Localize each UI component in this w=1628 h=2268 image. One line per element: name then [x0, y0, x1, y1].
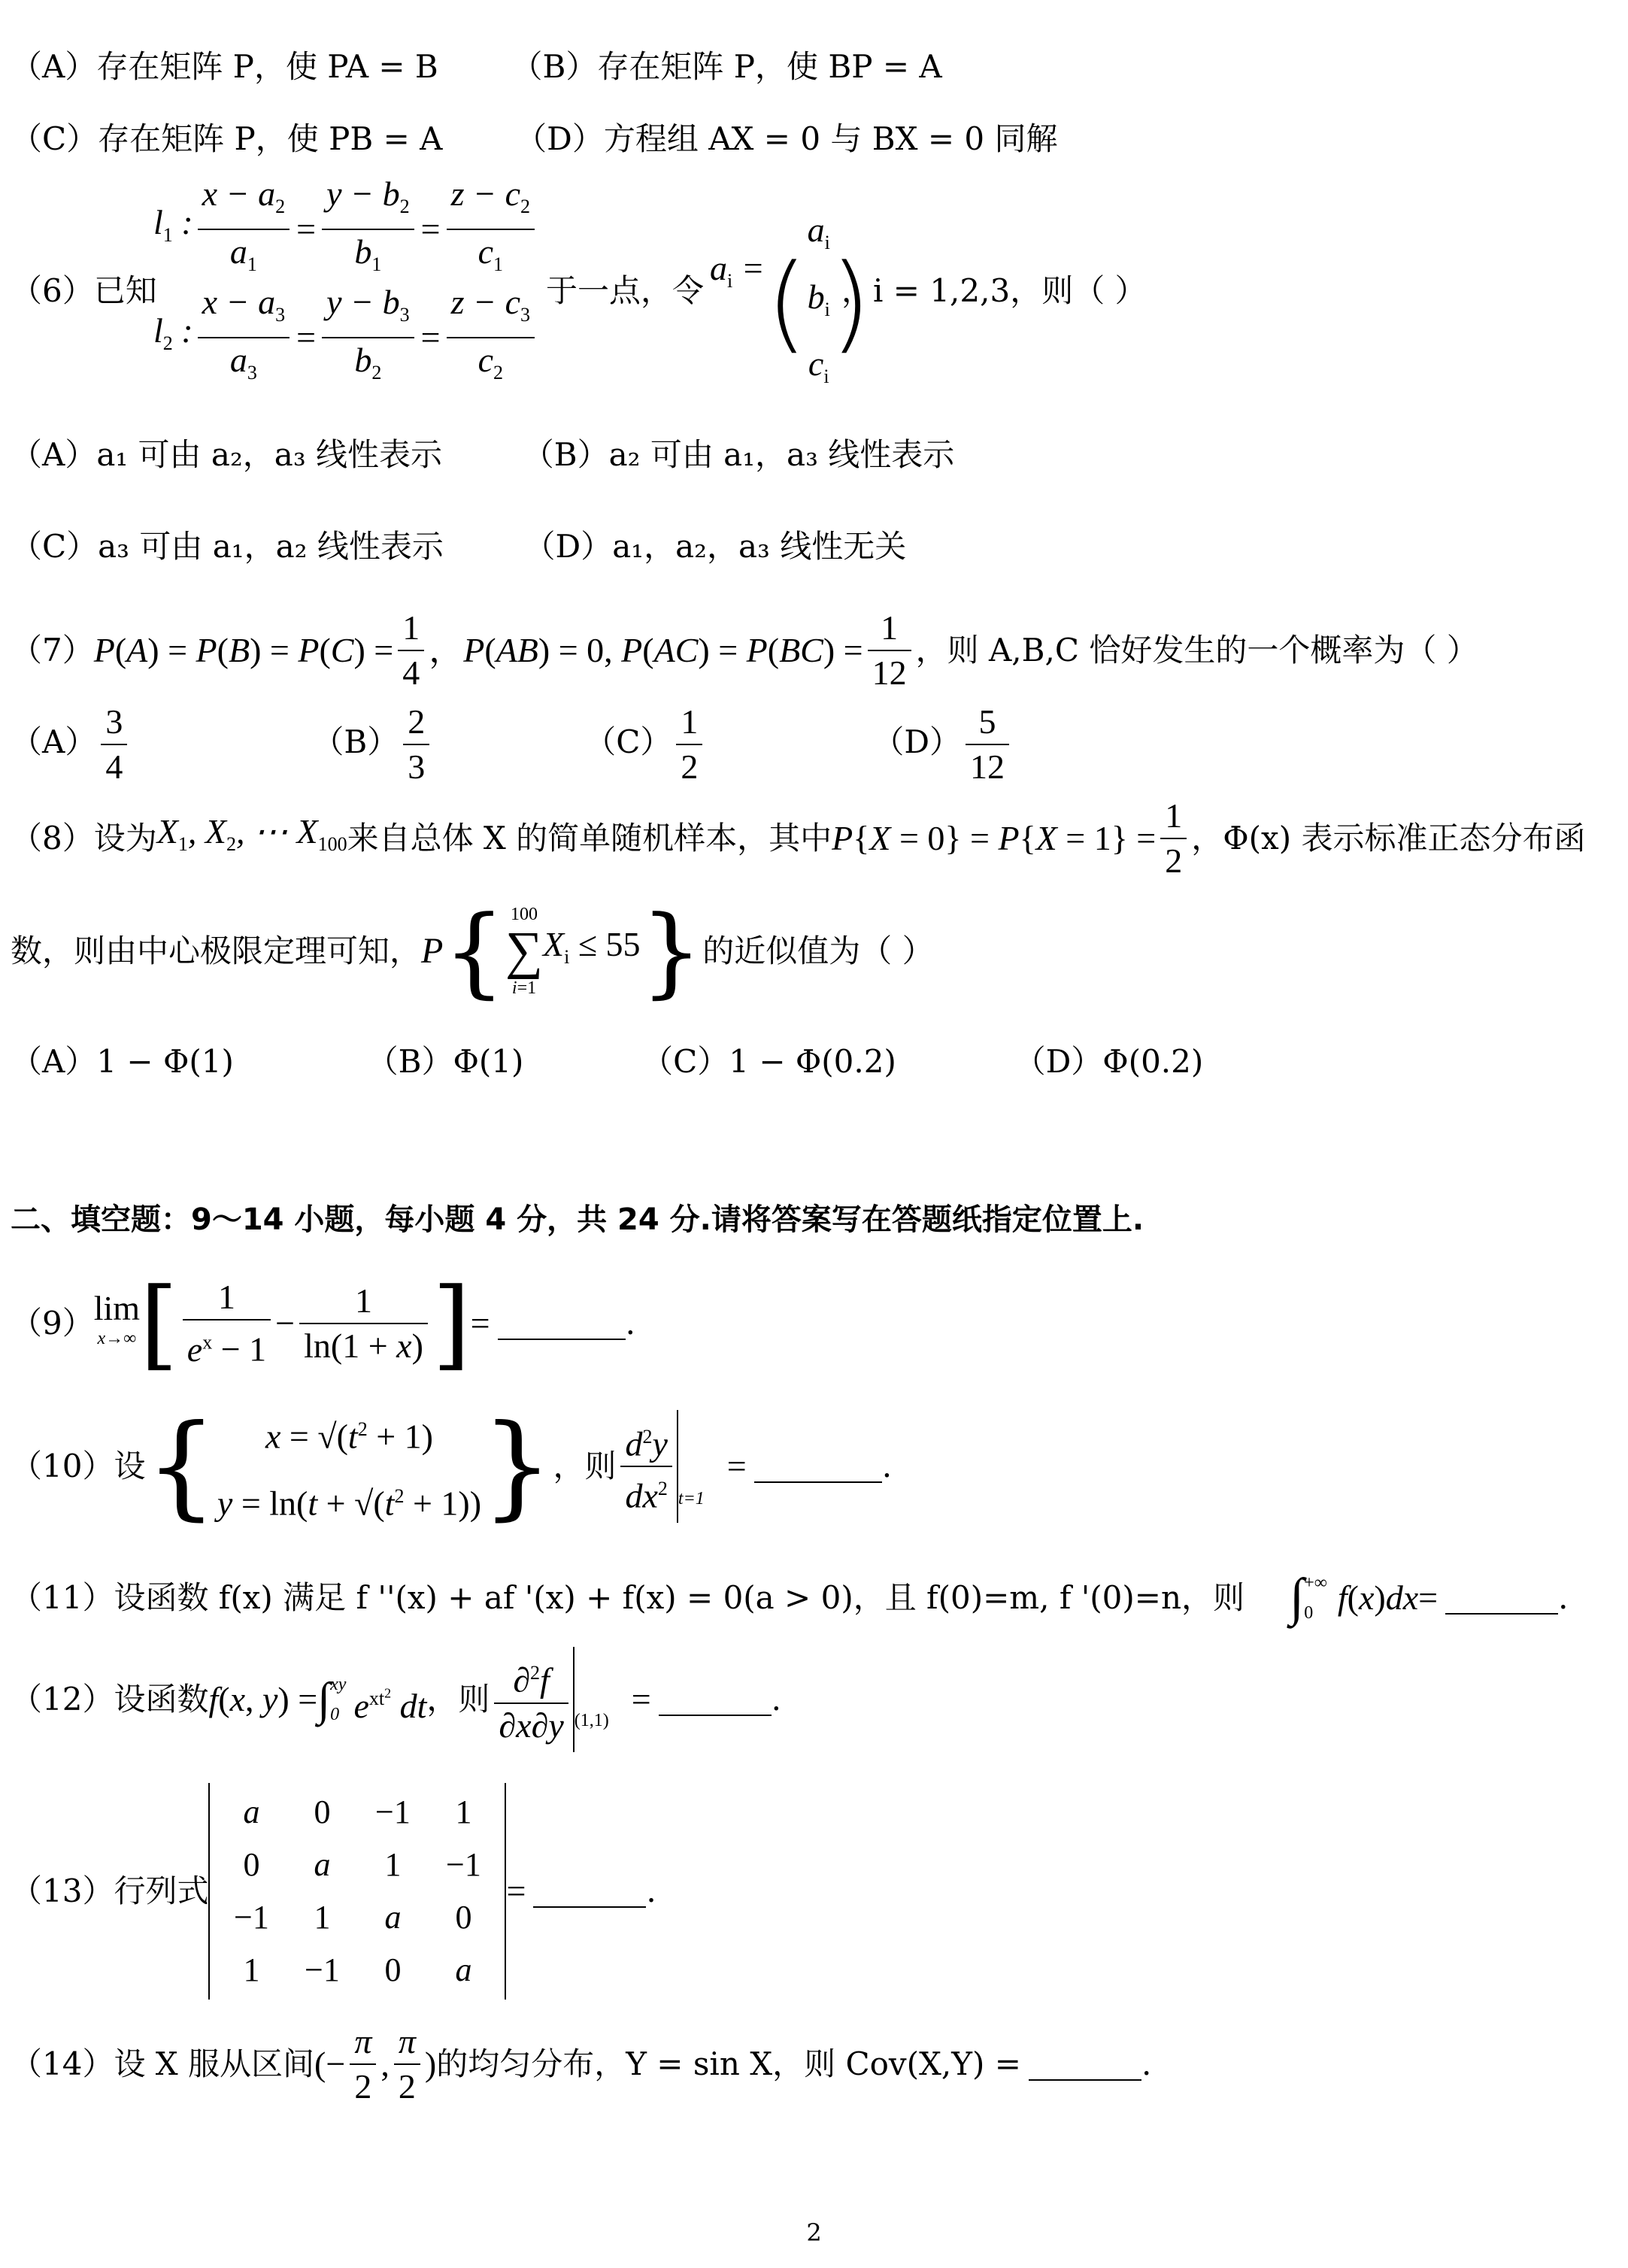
q8-sum-expression: P	[421, 931, 444, 971]
q5-option-b: （B）存在矩阵 P，使 BP = A	[511, 48, 942, 85]
q8-options	[11, 1042, 1605, 1082]
matrix-row	[216, 1891, 499, 1944]
matrix-cell: 1	[455, 1793, 472, 1830]
q9-limit: lim x→∞	[93, 1289, 141, 1348]
q11-stem: （11）设函数 f(x) 满足 f ''(x) + af '(x) + f(x) = 0(a > 0)，且 f(0)=m, f '(0)=n，则 ∫ +∞ 0 f ( x ) dx = .	[11, 1569, 1569, 1627]
q6-stem	[11, 174, 1605, 406]
q8-sample: $X_1$, $X_2$, ⋯ $X_{100}$	[156, 812, 347, 856]
q8-stem-line2: 数，则由中心极限定理可知， P { 100 ∑ i=1 $X_i \le 55$ } 的近似值为（ ）	[11, 894, 934, 1008]
q7-suffix: ，则 A,B,C 恰好发生的一个概率为（ ）	[915, 632, 1478, 669]
q12-label: （12）设函数	[11, 1681, 209, 1718]
q7-option-a: （A） $\frac{3}{4}$	[11, 700, 132, 789]
matrix-cell: 1	[314, 1899, 331, 1936]
matrix-row	[216, 1839, 499, 1891]
q13-answer-blank[interactable]	[533, 1875, 646, 1908]
q5-option-a: （A）存在矩阵 P，使 PA = B	[11, 48, 438, 85]
q12-function: f(x, y) =	[208, 1680, 318, 1718]
q8-option-c: （C）1 − Φ(0.2)	[641, 1043, 896, 1080]
q9-answer-blank[interactable]	[498, 1307, 626, 1340]
q5-option-d: （D）方程组 AX = 0 与 BX = 0 同解	[515, 120, 1058, 157]
matrix-cell: 0	[243, 1846, 260, 1883]
matrix-cell: a	[314, 1846, 331, 1883]
q6-option-c: （C）a₃ 可由 a₁，a₂ 线性表示	[11, 528, 444, 565]
matrix-cell: 1	[384, 1846, 402, 1883]
q7-option-b: （B） $\frac{2}{3}$	[312, 700, 434, 789]
q7-equation-b: ，P(AB) = 0, P(AC) = P(BC) =	[429, 631, 863, 669]
q6-options-row2	[11, 526, 1605, 567]
q8-prefix: （8）设为	[11, 820, 157, 857]
q10-answer-blank[interactable]	[754, 1450, 882, 1483]
q7-options	[11, 696, 1605, 793]
q14-stem: （14）设 X 服从区间 (− $\frac{\pi}{2}$ , $\frac{\pi}{2}$ ) 的均匀分布，Y = sin X，则 Cov(X,Y) = .	[11, 2015, 1605, 2113]
q7-stem: （7） P(A) = P(B) = P(C) = $\frac{1}{4}$ ，P(AB) = 0, P(AC) = P(BC) = $\frac{1}{12}$ ，则 A,B,C 恰好发生的一个概率为（ ）	[11, 602, 1605, 699]
matrix-cell: 1	[243, 1951, 260, 1988]
q13-label: （13）行列式	[11, 1872, 209, 1909]
q9-label: （9）	[11, 1305, 94, 1342]
matrix-cell: −1	[234, 1899, 269, 1936]
matrix-cell: 0	[384, 1951, 402, 1988]
q12-answer-blank[interactable]	[659, 1683, 772, 1716]
q6-vector-def: $a_i$ =	[710, 249, 765, 293]
q6-line-equations: $l_1$ : $\frac{x - a_2}{a_1}$ = $\frac{y - b_2}{b_1}$ = $\frac{z - c_2}{c_1}$ $l_2$ : $\frac{x - a_3}{a_3}$ = $\frac{y - b_3}{b_2}$ = $\frac{z - c_3}{c_2}$	[153, 180, 539, 387]
matrix-cell: −1	[375, 1793, 411, 1830]
q14-answer-blank[interactable]	[1029, 2048, 1141, 2081]
q10-mid: ，则	[553, 1448, 617, 1484]
q6-prefix: （6）已知	[11, 272, 157, 309]
matrix-row	[216, 1786, 499, 1839]
q5-options-row2	[11, 119, 1605, 159]
q6-options-row1	[11, 435, 1605, 475]
matrix-cell: −1	[446, 1846, 481, 1883]
q9-stem: （9） lim x→∞ [ $\frac{1}{e^x - 1}$ − $\frac{1}{\ln(1 + x)}$ ] = .	[11, 1266, 635, 1381]
q6-option-b: （B）a₂ 可由 a₁，a₃ 线性表示	[522, 436, 955, 473]
q7-option-d: （D） $\frac{5}{12}$	[872, 700, 1014, 789]
q12-stem: （12）设函数 f(x, y) = ∫ xy 0 $e^{xt^2}$ dt ，则 $\frac{\partial^2f}{\partial x\partial y}$ (1,1) = .	[11, 1651, 1605, 1748]
q11-text: （11）设函数 f(x) 满足 f ''(x) + af '(x) + f(x) = 0(a > 0)，且 f(0)=m, f '(0)=n，则	[11, 1579, 1244, 1616]
q13-determinant	[208, 1783, 506, 2000]
q6-option-d: （D）a₁，a₂，a₃ 线性无关	[523, 528, 907, 565]
q6-option-a: （A）a₁ 可由 a₂，a₃ 线性表示	[11, 436, 443, 473]
q11-integral: ∫	[1290, 1569, 1305, 1627]
matrix-row	[216, 1944, 499, 1997]
q10-label: （10）设	[11, 1448, 146, 1484]
matrix-cell: −1	[305, 1951, 340, 1988]
q14-mid: 的均匀分布，Y = sin X，则 Cov(X,Y) =	[436, 2045, 1021, 2082]
q5-options-row1	[11, 47, 1605, 87]
matrix-cell: a	[384, 1899, 402, 1936]
q8-option-d: （D）Φ(0.2)	[1014, 1043, 1204, 1080]
q8-line2-suffix: 的近似值为（ ）	[702, 932, 934, 969]
q12-mid: ，则	[426, 1681, 490, 1718]
q10-parametric-system: $x = √(t^2 + 1)$ $y = \ln(t + √(t^2 + 1))$	[217, 1417, 482, 1523]
q8-probability: P{X = 0} = P{X = 1} =	[832, 819, 1157, 857]
section2-heading: 二、填空题：9～14 小题，每小题 4 分，共 24 分.请将答案写在答题纸指定位置上.	[11, 1202, 1144, 1237]
page-number: 2	[806, 2218, 822, 2247]
q8-mid: 来自总体 X 的简单随机样本，其中	[347, 820, 832, 857]
q8-option-a: （A）1 − Φ(1)	[11, 1043, 234, 1080]
q14-label: （14）设 X 服从区间	[11, 2045, 315, 2082]
matrix-cell: 0	[455, 1899, 472, 1936]
q11-answer-blank[interactable]	[1445, 1581, 1558, 1615]
q10-stem: （10）设 { $x = √(t^2 + 1)$ $y = \ln(t + √(t^2 + 1))$ } ，则 $\frac{d^2y}{dx^2}$ t=1 = .	[11, 1399, 1605, 1534]
q7-equation-a: P(A) = P(B) = P(C) =	[93, 631, 394, 669]
q8-line2-prefix: 数，则由中心极限定理可知，	[11, 932, 422, 969]
q13-stem: （13）行列式 a 0 −1 1 0 a 1 −1 −1 1 a 0 1 −1 0 a = .	[11, 1782, 1605, 2000]
q7-option-c: （C） $\frac{1}{2}$	[584, 700, 707, 789]
q6-column-vector: ( $a_i$ $b_i$ $c_i$ )	[766, 211, 872, 388]
matrix-cell: 0	[314, 1793, 331, 1830]
q7-prefix: （7）	[11, 632, 94, 669]
q8-stem-line1: （8）设为 $X_1$, $X_2$, ⋯ $X_{100}$ 来自总体 X 的简单随机样本，其中 P{X = 0} = P{X = 1} = $\frac{1}{2}$ ，Φ(x) 表示标准正态分布函	[11, 790, 1605, 887]
q5-option-c: （C）存在矩阵 P，使 PB = A	[11, 120, 443, 157]
matrix-cell: a	[455, 1951, 472, 1988]
q8-option-b: （B）Φ(1)	[366, 1043, 524, 1080]
q8-suffix: ，Φ(x) 表示标准正态分布函	[1191, 820, 1586, 857]
q6-mid: 于一点，令	[546, 272, 705, 309]
q6-suffix: ，i = 1,2,3，则（ ）	[841, 272, 1147, 309]
matrix-cell: a	[243, 1793, 260, 1830]
